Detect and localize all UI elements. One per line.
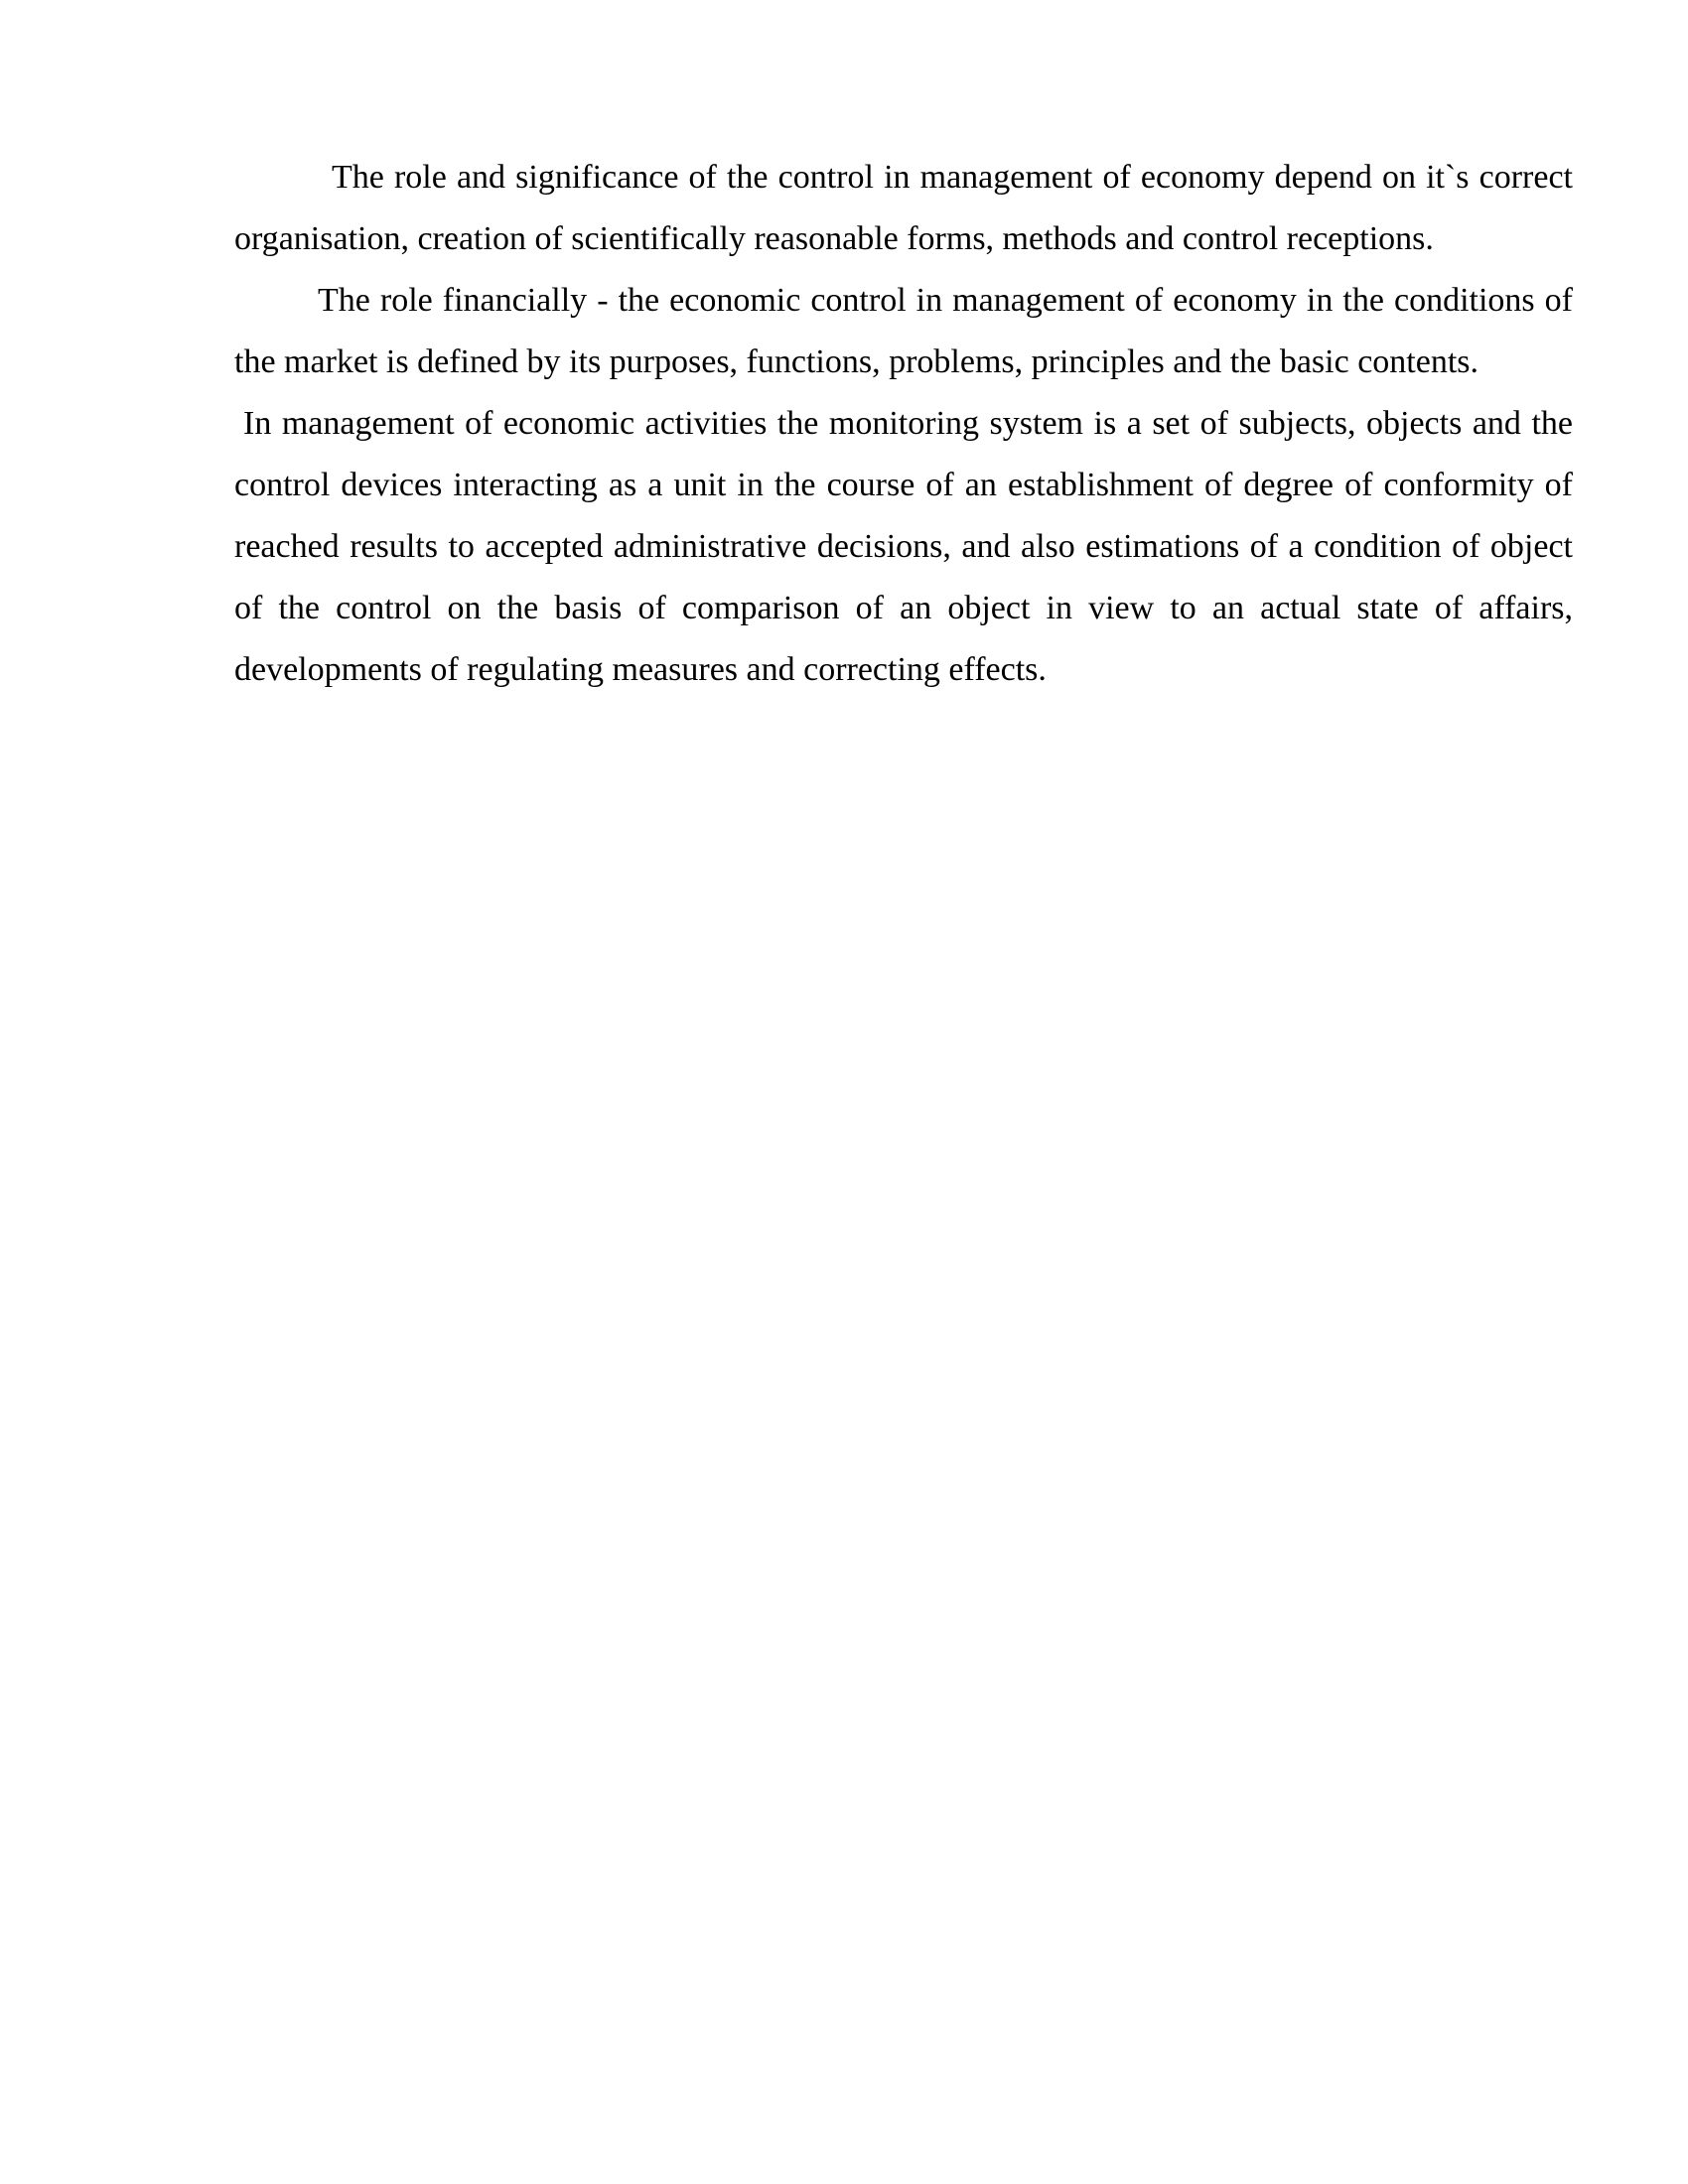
document-body bbox=[234, 147, 1573, 701]
paragraph-2: The role financially - the economic control in management of economy in the conditions of the market is defined by its purposes, functions, problems, principles and the basic contents. bbox=[234, 282, 1573, 380]
paragraph-1: The role and significance of the control in management of economy depend on it`s correct organisation, creation of scientifically reasonable forms, methods and control receptions. bbox=[234, 159, 1573, 257]
paragraph-3: In management of economic activities the monitoring system is a set of subjects, objects and the control devices interacting as a unit in the course of an establishment of degree of conformity of reached results to accepted administrative decisions, and also estimations of a condition of object of the control on the basis of comparison of an object in view to an actual state of affairs, developments of regulating measures and correcting effects. bbox=[234, 405, 1573, 688]
